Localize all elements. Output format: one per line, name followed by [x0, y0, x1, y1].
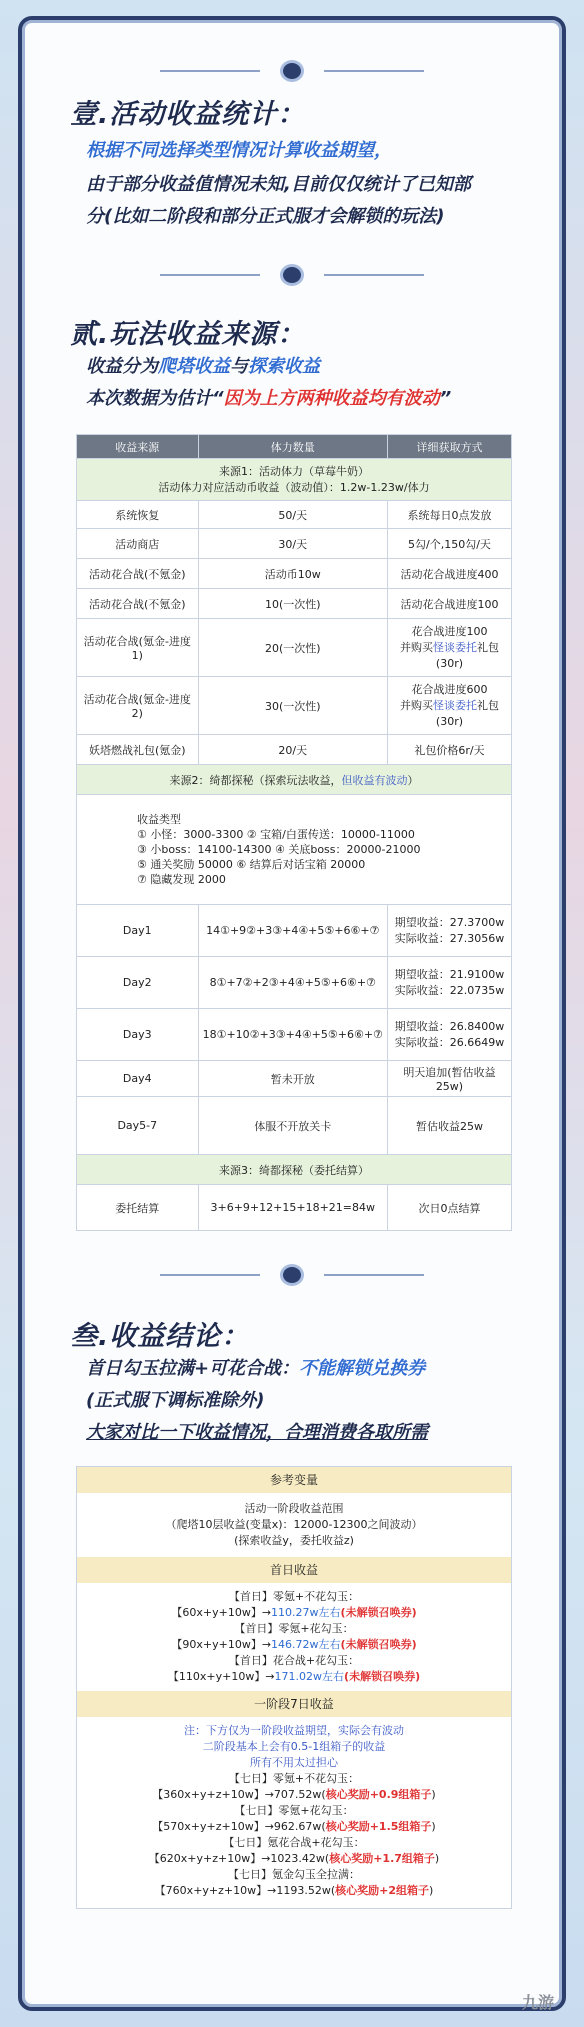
income-sources-table: [76, 434, 512, 1231]
section-divider: [160, 1264, 424, 1286]
section1-title: 壹.活动收益统计：: [70, 99, 306, 130]
table-row: 活动花合战(不氪金) 10(一次性) 活动花合战进度100: [77, 589, 512, 619]
s2-line2: 本次数据为估计“因为上方两种收益均有波动”: [86, 388, 452, 409]
s1-line2: 由于部分收益值情况未知,目前仅仅统计了已知部: [86, 174, 471, 195]
table-row: 活动花合战(不氪金) 活动币10w 活动花合战进度400: [77, 559, 512, 589]
source2-row: 来源2：绮都探秘（探索玩法收益，但收益有波动）: [77, 765, 512, 795]
th-method: 详细获取方式: [387, 435, 511, 459]
s2-line1: 收益分为爬塔收益与探索收益: [86, 356, 320, 377]
table-row: Day4 暂未开放 明天追加(暂估收益25w): [77, 1061, 512, 1097]
s3-line1: 首日勾玉拉满+可花合战：不能解锁兑换券: [86, 1358, 426, 1379]
th-stamina: 体力数量: [198, 435, 387, 459]
section-divider: [160, 60, 424, 82]
income-types: 收益类型 ① 小怪：3000-3300 ② 宝箱/白蛋传送：10000-11000 ③ 小boss：14100-14300 ④ 关底boss：20000-21000 ⑤ 通关奖励 50000 ⑥ 结算后对话宝箱 20000 ⑦ 隐藏发现 2000: [77, 795, 512, 905]
seven-day-values: 注：下方仅为一阶段收益期望，实际会有波动 二阶段基本上会有0.5-1组箱子的收益 所有不用太过担心 【七日】零氪+不花勾玉： 【360x+y+z+10w】→707.52w(核心奖励+0.9组箱子) 【七日】零氪+花勾玉： 【570x+y+z+10w】→962.67w(核心奖励+1.5组箱子) 【七日】氪花合战+花勾玉： 【620x+y+z+10w】→1023.42w(核心奖励+1.7组箱子) 【七日】氪金勾玉全拉满： 【760x+y+z+10w】→1193.52w(核心奖励+2组箱子): [148, 1724, 440, 1897]
table-row: Day1 14①+9②+3③+4④+5⑤+6⑥+⑦ 期望收益：27.3700w 实际收益：27.3056w: [77, 905, 512, 957]
section-divider: [160, 264, 424, 286]
ref-vars-header: 参考变量: [77, 1467, 511, 1493]
s3-line2: (正式服下调标准除外): [86, 1390, 265, 1411]
source1-row: 来源1：活动体力（草莓牛奶） 活动体力对应活动币收益（波动值）：1.2w-1.23w/体力: [77, 459, 512, 501]
th-source: 收益来源: [77, 435, 199, 459]
s3-line3: 大家对比一下收益情况，合理消费各取所需: [86, 1422, 428, 1443]
section3-title: 叁.收益结论：: [70, 1321, 250, 1352]
table-row: 活动花合战(氪金-进度2) 30(一次性) 花合战进度600 并购买怪谈委托礼包 (30r): [77, 677, 512, 735]
table-row: 系统恢复 50/天 系统每日0点发放: [77, 501, 512, 529]
section2-title: 贰.玩法收益来源：: [70, 319, 306, 350]
table-row: 妖塔燃战礼包(氪金) 20/天 礼包价格6r/天: [77, 735, 512, 765]
source3-row: 来源3：绮都探秘（委托结算）: [77, 1155, 512, 1185]
s1-line3: 分(比如二阶段和部分正式服才会解锁的玩法): [86, 206, 445, 227]
watermark: 九游: [521, 1993, 554, 2012]
table-row: 委托结算 3+6+9+12+15+18+21=84w 次日0点结算: [77, 1185, 512, 1231]
table-row: Day3 18①+10②+3③+4④+5⑤+6⑥+⑦ 期望收益：26.8400w 实际收益：26.6649w: [77, 1009, 512, 1061]
first-day-values: 【首日】零氪+不花勾玉： 【60x+y+10w】→110.27w左右(未解锁召唤券) 【首日】零氪+花勾玉： 【90x+y+10w】→146.72w左右(未解锁召唤券) 【首日】花合战+花勾玉： 【110x+y+10w】→171.02w左右(未解锁召唤券): [167, 1590, 421, 1683]
table-row: Day5-7 体服不开放关卡 暂估收益25w: [77, 1097, 512, 1155]
first-day-header: 首日收益: [77, 1557, 511, 1583]
s1-line1: 根据不同选择类型情况计算收益期望，: [86, 140, 392, 161]
conclusion-table: [76, 1466, 512, 1909]
ref-vars: 活动一阶段收益范围 （爬塔10层收益(变量x)：12000-12300之间波动） (探索收益y，委托收益z): [165, 1502, 423, 1547]
table-row: 活动商店 30/天 5勾/个,150勾/天: [77, 529, 512, 559]
seven-day-header: 一阶段7日收益: [77, 1691, 511, 1717]
table-row: Day2 8①+7②+2③+4④+5⑤+6⑥+⑦ 期望收益：21.9100w 实际收益：22.0735w: [77, 957, 512, 1009]
table-row: 活动花合战(氪金-进度1) 20(一次性) 花合战进度100 并购买怪谈委托礼包 (30r): [77, 619, 512, 677]
